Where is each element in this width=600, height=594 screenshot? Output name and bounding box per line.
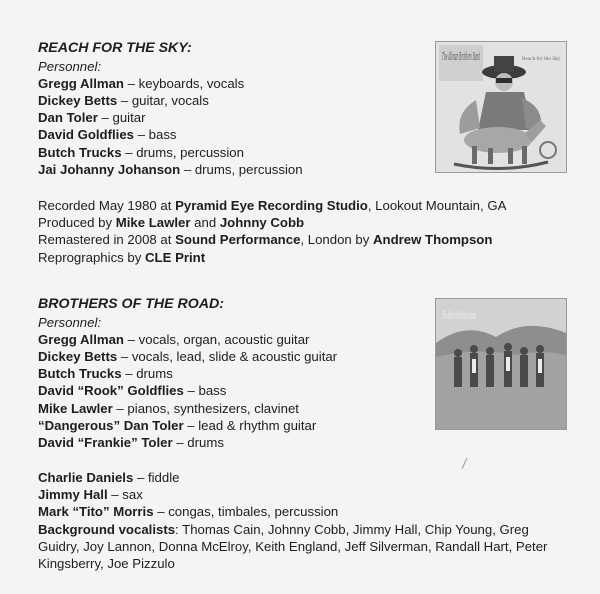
repro-company: CLE Print (145, 249, 206, 265)
produced-line (38, 214, 506, 231)
produced-prefix: Produced by (38, 215, 116, 231)
musician-name: “Dangerous” Dan Toler (38, 417, 184, 433)
remastered-prefix: Remastered in 2008 at (38, 232, 176, 248)
musician-name: Butch Trucks (38, 366, 122, 382)
personnel-entry (38, 92, 303, 109)
remastered-engineer: Andrew Thompson (373, 232, 493, 248)
background-vocalists-entry (38, 521, 558, 573)
musician-role: – bass (134, 127, 177, 143)
musician-name: Charlie Daniels (38, 470, 134, 485)
recording-credits (38, 197, 506, 266)
reach-for-the-sky-cover-image (435, 41, 567, 173)
repro-prefix: Reprographics by (38, 249, 146, 265)
musician-role: – guitar (97, 110, 146, 126)
pen-mark-decoration (458, 456, 472, 470)
personnel-entry (38, 161, 303, 178)
musician-role: – fiddle (133, 470, 180, 485)
brothers-of-the-road-section (38, 296, 337, 451)
musician-name: David “Frankie” Toler (38, 434, 173, 450)
personnel-entry (38, 75, 303, 92)
brothers-of-the-road-cover-image (435, 298, 567, 430)
musician-name: Dan Toler (38, 110, 98, 126)
musician-role: – vocals, lead, slide & acoustic guitar (117, 348, 338, 364)
musician-role: – sax (107, 487, 143, 503)
produced-and: and (190, 215, 220, 231)
musician-name: Gregg Allman (38, 331, 124, 347)
personnel-entry (38, 331, 337, 348)
personnel-entry (38, 144, 303, 161)
personnel-entry (38, 469, 558, 486)
brothers-personnel-label: Personnel: (38, 314, 102, 330)
musician-role: – lead & rhythm guitar (183, 417, 317, 433)
personnel-entry (38, 400, 337, 417)
background-vocalists-label: Background vocalists (38, 521, 176, 537)
musician-name: David “Rook” Goldflies (38, 383, 184, 399)
reprographics-line (38, 249, 506, 266)
musician-name: Dickey Betts (38, 92, 118, 108)
reach-cover-band-text: The Allman Brothers Band (442, 50, 480, 63)
musician-role: – keyboards, vocals (123, 75, 245, 91)
musician-role: – guitar, vocals (117, 92, 209, 108)
remastered-line (38, 231, 506, 248)
recorded-prefix: Recorded May 1980 at (38, 198, 176, 213)
recorded-suffix: , Lookout Mountain, GA (367, 198, 507, 213)
musician-name: Jimmy Hall (38, 487, 108, 503)
musician-role: – bass (183, 383, 227, 399)
musician-name: Butch Trucks (38, 144, 122, 160)
personnel-entry (38, 503, 558, 520)
musician-role: – drums (172, 434, 224, 450)
producer-name: Mike Lawler (115, 215, 191, 231)
musician-role: – drums (121, 366, 173, 382)
musician-role: – vocals, organ, acoustic guitar (123, 331, 310, 347)
personnel-entry (38, 417, 337, 434)
reach-personnel-label: Personnel: (38, 58, 102, 74)
personnel-entry (38, 348, 337, 365)
reach-title: REACH FOR THE SKY: (38, 40, 192, 56)
musician-name: Mike Lawler (38, 400, 113, 416)
musician-name: Mark “Tito” Morris (38, 504, 154, 520)
personnel-entry (38, 434, 337, 451)
recorded-line (38, 197, 506, 214)
reach-cover-artwork (436, 42, 566, 172)
musician-name: Gregg Allman (38, 75, 124, 91)
personnel-entry (38, 365, 337, 382)
musician-role: – congas, timbales, percussion (153, 504, 339, 520)
musician-role: – pianos, synthesizers, clavinet (112, 400, 299, 416)
brothers-cover-artwork (436, 299, 566, 429)
musician-role: – drums, percussion (180, 161, 303, 177)
producer-name: Johnny Cobb (219, 215, 305, 231)
personnel-entry (38, 126, 303, 143)
reach-for-the-sky-section (38, 40, 303, 178)
remastered-studio: Sound Performance (175, 232, 301, 248)
personnel-entry (38, 486, 558, 503)
background-vocalists-names: : Thomas Cain, Johnny Cobb, Jimmy Hall, Chip Young, Greg Guidry, Joy Lannon, Donna McElroy, Keith England, Jeff Silverman, Randall Hart, Peter Kingsberry, Joe Pizzulo (38, 521, 548, 572)
personnel-entry (38, 382, 337, 399)
musician-name: Dickey Betts (38, 348, 118, 364)
reach-cover-album-text: Reach for the Sky (522, 56, 561, 62)
brothers-title: BROTHERS OF THE ROAD: (38, 296, 225, 312)
recorded-studio: Pyramid Eye Recording Studio (175, 198, 368, 213)
musician-name: David Goldflies (38, 127, 134, 143)
musician-name: Jai Johanny Johanson (38, 161, 181, 177)
personnel-entry (38, 109, 303, 126)
brothers-cover-band-text: The Allman Brothers Band (442, 309, 476, 322)
guest-musicians-section (38, 469, 558, 572)
remastered-mid: , London by (300, 232, 373, 248)
musician-role: – drums, percussion (121, 144, 244, 160)
